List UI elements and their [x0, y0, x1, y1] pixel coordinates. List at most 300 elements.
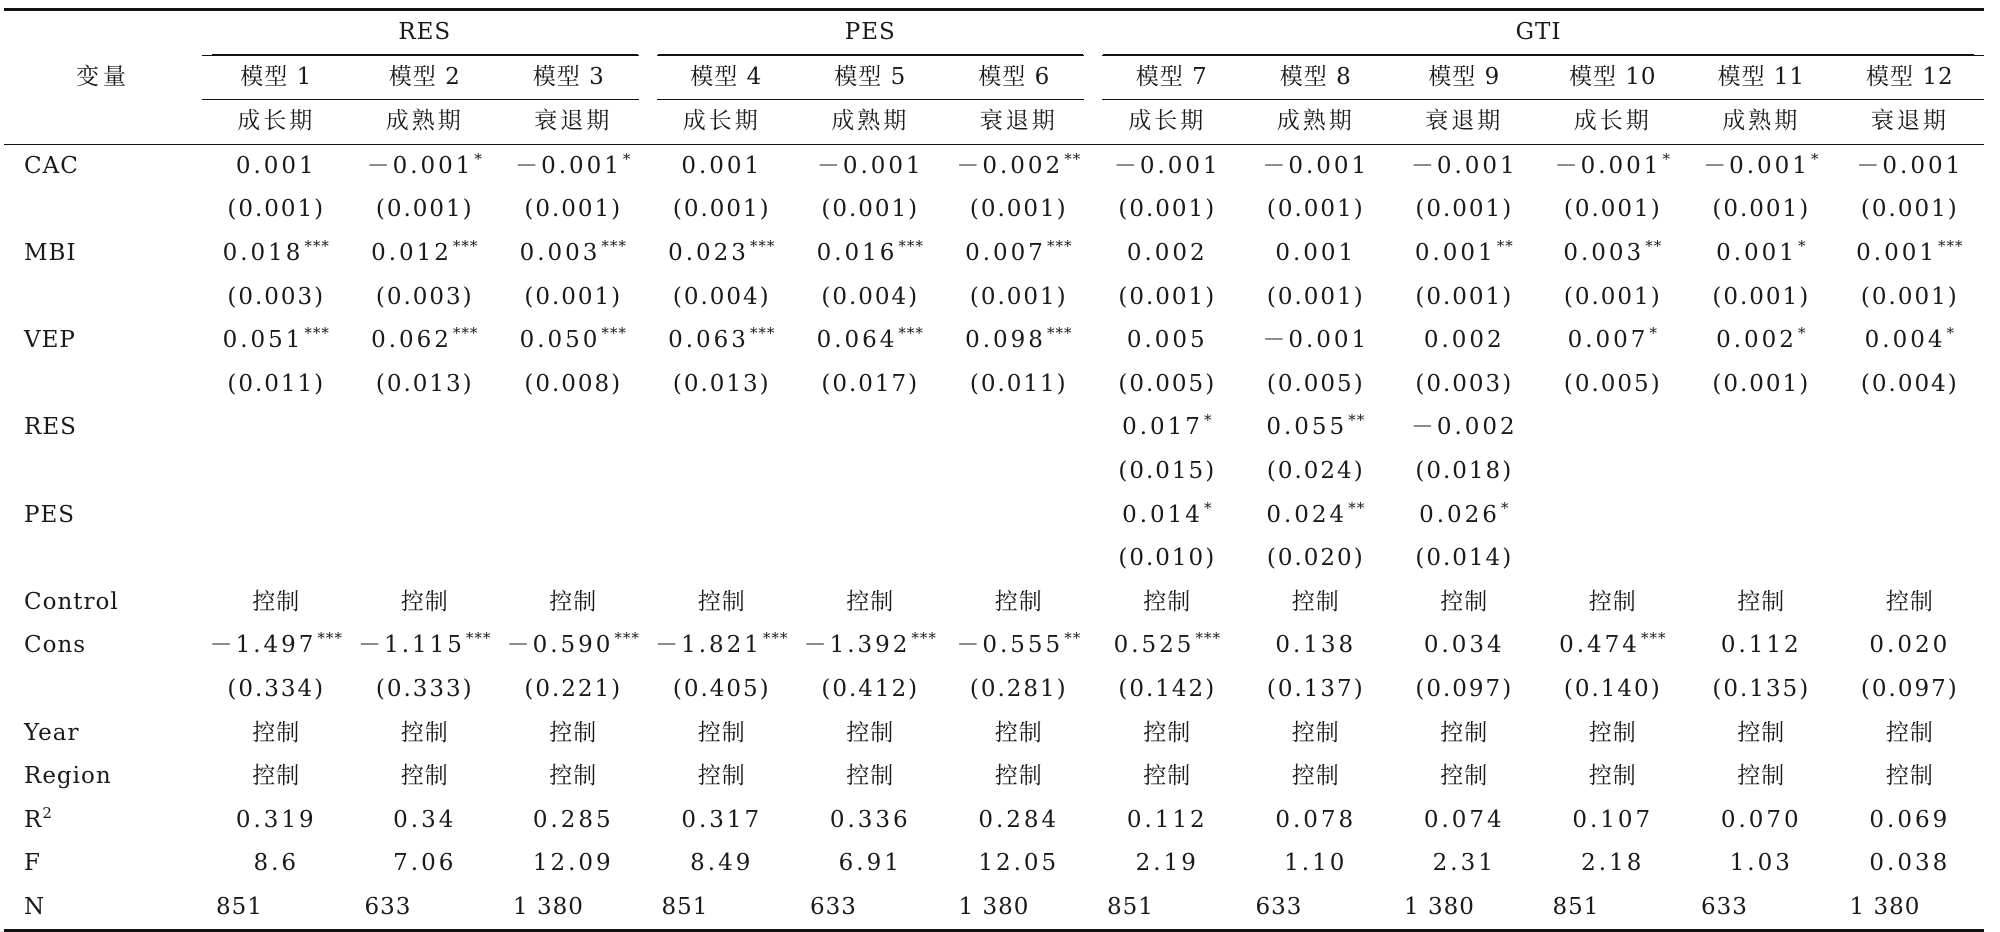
std-error-cell: (0.142): [1118, 675, 1217, 702]
row-label-text: N: [24, 893, 46, 920]
model-label: 模型 11: [1717, 63, 1806, 90]
std-error-cell: (0.013): [375, 370, 474, 397]
coef-value: 0.003: [519, 239, 601, 266]
value-cell: 控制: [252, 719, 301, 746]
coef-cell: [945, 319, 1094, 363]
group-label: GTI: [1515, 19, 1562, 45]
value-cell: 控制: [1588, 763, 1637, 790]
std-error-cell: (0.008): [524, 370, 623, 397]
significance-stars: *: [1797, 236, 1807, 255]
std-error-cell: (0.001): [375, 196, 474, 223]
value-cell: 633: [1687, 886, 1836, 931]
value-cell: 控制: [846, 763, 895, 790]
group-label: PES: [844, 19, 896, 45]
significance-stars: ***: [1640, 629, 1667, 648]
model-label: 模型 1: [240, 63, 313, 90]
coef-cell: [1687, 319, 1836, 363]
value-cell: 0.319: [235, 806, 317, 833]
coef-value: －0.001: [1262, 152, 1370, 179]
value-cell: 控制: [400, 588, 449, 615]
std-error-cell: (0.001): [1266, 283, 1365, 310]
significance-stars: ***: [1937, 236, 1964, 255]
std-error-cell: [648, 537, 797, 581]
value-cell: 0.112: [1126, 806, 1208, 833]
coef-cell: [945, 494, 1094, 538]
table-row: [4, 232, 1984, 276]
value-cell: 1 380: [499, 886, 648, 931]
model-header: [499, 55, 648, 100]
std-error-cell: [945, 537, 1094, 581]
value-cell: 0.285: [532, 806, 614, 833]
coef-value: 0.005: [1126, 327, 1208, 354]
std-error-cell: (0.010): [1118, 545, 1217, 572]
significance-stars: *: [1810, 149, 1820, 168]
coef-value: 0.014: [1122, 501, 1203, 528]
std-error-cell: [796, 537, 945, 581]
table-row: [4, 537, 1984, 581]
coef-cell: [499, 406, 648, 450]
coef-cell: [1539, 232, 1688, 276]
row-label-empty: [4, 188, 202, 232]
significance-stars: *: [1203, 498, 1213, 517]
std-error-cell: (0.005): [1266, 370, 1365, 397]
value-cell: 633: [796, 886, 945, 931]
row-label-f: [4, 842, 202, 886]
std-error-cell: (0.004): [672, 283, 771, 310]
coef-cell: [1242, 232, 1391, 276]
value-cell: 控制: [1143, 763, 1192, 790]
model-header: [1390, 55, 1539, 100]
row-label-text: VEP: [24, 327, 76, 354]
significance-stars: *: [1662, 149, 1671, 168]
row-label-cons: [4, 624, 202, 668]
header-row-models: [4, 55, 1984, 100]
value-cell: 控制: [1885, 588, 1934, 615]
significance-stars: ***: [465, 629, 492, 648]
row-label-pes: [4, 494, 202, 538]
value-cell: 0.074: [1423, 806, 1505, 833]
std-error-cell: (0.405): [672, 675, 771, 702]
table-row: [4, 624, 1984, 668]
value-cell: 控制: [994, 763, 1043, 790]
row-label-empty: [4, 668, 202, 712]
coef-value: －0.002: [1410, 414, 1518, 441]
value-cell: 633: [1242, 886, 1391, 931]
coef-value: 0.474: [1559, 632, 1640, 659]
coef-value: 0.002: [1126, 239, 1208, 266]
coef-cell: [1836, 232, 1985, 276]
value-cell: 1 380: [1836, 886, 1985, 931]
value-cell: 0.069: [1869, 806, 1951, 833]
coef-cell: [796, 494, 945, 538]
significance-stars: ***: [749, 236, 776, 255]
coef-cell: [1093, 624, 1242, 668]
significance-stars: **: [1348, 411, 1366, 430]
value-cell: 控制: [252, 588, 301, 615]
coef-cell: [945, 144, 1094, 188]
coef-value: －1.497: [209, 632, 317, 659]
significance-stars: ***: [911, 629, 937, 648]
table-row: [4, 188, 1984, 232]
std-error-cell: (0.097): [1415, 675, 1514, 702]
table-row: [4, 755, 1984, 799]
significance-stars: ***: [898, 236, 924, 255]
row-label-text: R: [24, 806, 43, 833]
value-cell: 控制: [697, 588, 746, 615]
std-error-cell: (0.001): [1860, 196, 1959, 223]
std-error-cell: (0.001): [1118, 283, 1217, 310]
table-row: [4, 319, 1984, 363]
significance-stars: ***: [898, 324, 924, 343]
coef-cell: [351, 319, 500, 363]
table-body: [4, 144, 1984, 931]
coef-cell: [1687, 232, 1836, 276]
coef-cell: [1539, 406, 1688, 450]
coef-cell: [648, 319, 797, 363]
row-label-text: RES: [24, 414, 77, 441]
value-cell: 控制: [1440, 763, 1489, 790]
std-error-cell: [1539, 537, 1688, 581]
coef-value: 0.002: [1716, 327, 1797, 354]
row-label-cac: [4, 144, 202, 188]
coef-value: －1.115: [358, 632, 465, 659]
table-row: [4, 886, 1984, 931]
coef-cell: [648, 144, 797, 188]
model-label: 模型 12: [1866, 63, 1954, 90]
value-cell: 控制: [1885, 719, 1934, 746]
coef-value: 0.002: [1423, 327, 1505, 354]
coef-cell: [796, 624, 945, 668]
std-error-cell: [351, 537, 500, 581]
coef-cell: [202, 494, 351, 538]
coef-value: 0.023: [668, 239, 749, 266]
coef-value: 0.064: [816, 327, 898, 354]
significance-stars: *: [622, 149, 632, 168]
significance-stars: **: [1348, 498, 1366, 517]
row-label-res: [4, 406, 202, 450]
model-label: 模型 2: [388, 63, 461, 90]
coef-value: 0.001: [1275, 239, 1357, 266]
model-label: 模型 3: [532, 63, 605, 90]
value-cell: 0.336: [829, 806, 911, 833]
value-cell: 633: [351, 886, 500, 931]
std-error-cell: (0.014): [1415, 545, 1514, 572]
coef-value: 0.063: [668, 327, 749, 354]
std-error-cell: [1836, 450, 1985, 494]
coef-value: －0.555: [956, 632, 1064, 659]
value-cell: 控制: [1737, 763, 1786, 790]
std-error-cell: [202, 537, 351, 581]
coef-cell: [1687, 494, 1836, 538]
model-label: 模型 7: [1135, 63, 1208, 90]
std-error-cell: (0.001): [524, 283, 623, 310]
model-header: [648, 55, 797, 100]
stage-header: 成熟期: [1242, 100, 1391, 145]
value-cell: 8.49: [690, 850, 754, 877]
value-cell: 0.078: [1275, 806, 1357, 833]
model-header: [202, 55, 351, 100]
coef-cell: [1390, 319, 1539, 363]
coef-value: 0.018: [222, 239, 304, 266]
std-error-cell: (0.137): [1266, 675, 1365, 702]
coef-cell: [1093, 319, 1242, 363]
row-label-superscript: 2: [42, 803, 53, 822]
coef-value: 0.003: [1563, 239, 1645, 266]
coef-cell: [945, 624, 1094, 668]
regression-table: [4, 8, 1984, 932]
table-row: [4, 406, 1984, 450]
value-cell: 1 380: [945, 886, 1094, 931]
coef-value: 0.034: [1423, 632, 1505, 659]
row-label-vep: [4, 319, 202, 363]
model-header: [1093, 55, 1242, 100]
coef-cell: [796, 144, 945, 188]
coef-cell: [1687, 406, 1836, 450]
row-label-control: [4, 581, 202, 625]
value-cell: 控制: [1440, 588, 1489, 615]
coef-cell: [499, 624, 648, 668]
value-cell: 控制: [994, 588, 1043, 615]
row-label-empty: [4, 537, 202, 581]
table-row: [4, 799, 1984, 843]
value-cell: 控制: [1143, 588, 1192, 615]
coef-cell: [202, 319, 351, 363]
coef-cell: [1390, 144, 1539, 188]
value-cell: 控制: [994, 719, 1043, 746]
std-error-cell: [796, 450, 945, 494]
std-error-cell: (0.020): [1266, 545, 1365, 572]
significance-stars: ***: [1046, 236, 1073, 255]
coef-value: －0.001: [1410, 152, 1518, 179]
coef-value: －1.821: [655, 632, 762, 659]
coef-cell: [202, 144, 351, 188]
coef-value: 0.004: [1864, 327, 1946, 354]
row-label-text: Cons: [24, 632, 87, 659]
coef-cell: [1836, 624, 1985, 668]
significance-stars: ***: [1195, 629, 1221, 648]
coef-cell: [1539, 144, 1688, 188]
value-cell: 851: [1093, 886, 1242, 931]
coef-cell: [796, 406, 945, 450]
value-cell: 控制: [549, 719, 598, 746]
coef-value: 0.024: [1266, 501, 1348, 528]
group-header-pes: [648, 10, 1094, 56]
coef-value: 0.001: [235, 152, 317, 179]
std-error-cell: (0.001): [1712, 196, 1811, 223]
std-error-cell: (0.017): [821, 370, 920, 397]
coef-cell: [1242, 494, 1391, 538]
coef-cell: [945, 232, 1094, 276]
significance-stars: **: [1496, 236, 1514, 255]
value-cell: 控制: [1588, 719, 1637, 746]
coef-value: －0.001: [1262, 327, 1370, 354]
row-label-r2: [4, 799, 202, 843]
std-error-cell: (0.140): [1563, 675, 1662, 702]
std-error-cell: (0.001): [227, 196, 326, 223]
coef-cell: [1539, 494, 1688, 538]
coef-cell: [202, 624, 351, 668]
std-error-cell: (0.001): [969, 196, 1068, 223]
coef-cell: [648, 624, 797, 668]
coef-cell: [945, 406, 1094, 450]
table-row: [4, 363, 1984, 407]
coef-cell: [1390, 406, 1539, 450]
coef-value: 0.050: [519, 327, 601, 354]
value-cell: 0.070: [1720, 806, 1802, 833]
value-cell: 控制: [697, 763, 746, 790]
coef-value: －1.392: [803, 632, 911, 659]
coef-cell: [1242, 624, 1391, 668]
value-cell: 1 380: [1390, 886, 1539, 931]
std-error-cell: (0.001): [672, 196, 771, 223]
row-label-text: CAC: [24, 152, 79, 179]
model-header: [1242, 55, 1391, 100]
significance-stars: **: [1064, 149, 1082, 168]
value-cell: 控制: [549, 588, 598, 615]
coef-cell: [351, 406, 500, 450]
significance-stars: ***: [317, 629, 343, 648]
std-error-cell: (0.001): [969, 283, 1068, 310]
significance-stars: ***: [304, 324, 330, 343]
stage-header: 成熟期: [351, 100, 500, 145]
table-row: [4, 276, 1984, 320]
value-cell: 2.31: [1432, 850, 1496, 877]
coef-cell: [1093, 144, 1242, 188]
row-label-empty: [4, 363, 202, 407]
std-error-cell: [1687, 537, 1836, 581]
std-error-cell: (0.001): [1563, 283, 1662, 310]
coef-cell: [499, 494, 648, 538]
model-header: [1539, 55, 1688, 100]
significance-stars: ***: [749, 324, 776, 343]
row-label-empty: [4, 276, 202, 320]
value-cell: 851: [202, 886, 351, 931]
coef-value: 0.098: [965, 327, 1046, 354]
coef-cell: [1836, 144, 1985, 188]
coef-cell: [1093, 232, 1242, 276]
std-error-cell: (0.001): [1860, 283, 1959, 310]
coef-value: 0.138: [1275, 632, 1357, 659]
stage-header: 成熟期: [796, 100, 945, 145]
coef-value: 0.001: [1414, 239, 1496, 266]
stage-header: 衰退期: [1836, 100, 1985, 145]
value-cell: 851: [648, 886, 797, 931]
significance-stars: ***: [614, 629, 640, 648]
coef-value: 0.007: [1567, 327, 1649, 354]
coef-cell: [351, 144, 500, 188]
stage-header: 成长期: [1539, 100, 1688, 145]
value-cell: 控制: [1737, 719, 1786, 746]
coef-cell: [648, 232, 797, 276]
coef-cell: [1836, 319, 1985, 363]
value-cell: 0.107: [1572, 806, 1654, 833]
std-error-cell: (0.001): [1118, 196, 1217, 223]
coef-value: 0.016: [816, 239, 898, 266]
value-cell: 8.6: [253, 850, 300, 877]
coef-value: －0.001: [816, 152, 924, 179]
coef-cell: [1687, 144, 1836, 188]
coef-value: 0.020: [1869, 632, 1951, 659]
coef-cell: [1836, 406, 1985, 450]
coef-cell: [1390, 232, 1539, 276]
std-error-cell: [648, 450, 797, 494]
coef-value: 0.525: [1113, 632, 1195, 659]
stage-header: 成长期: [648, 100, 797, 145]
coef-value: 0.007: [965, 239, 1046, 266]
value-cell: 12.09: [532, 850, 614, 877]
model-label: 模型 10: [1568, 63, 1657, 90]
std-error-cell: (0.001): [1415, 196, 1514, 223]
std-error-cell: (0.001): [1266, 196, 1365, 223]
std-error-cell: (0.135): [1712, 675, 1811, 702]
coef-value: 0.112: [1720, 632, 1802, 659]
significance-stars: *: [1203, 411, 1213, 430]
table-row: [4, 494, 1984, 538]
variable-header: 变量: [4, 10, 202, 145]
stage-header: 成长期: [202, 100, 351, 145]
model-header: [1687, 55, 1836, 100]
value-cell: 0.34: [393, 806, 457, 833]
model-header: [945, 55, 1094, 100]
coef-cell: [351, 494, 500, 538]
model-header: [796, 55, 945, 100]
value-cell: 控制: [1143, 719, 1192, 746]
std-error-cell: [1836, 537, 1985, 581]
significance-stars: ***: [601, 236, 627, 255]
value-cell: 控制: [1291, 588, 1340, 615]
coef-cell: [648, 406, 797, 450]
coef-value: 0.051: [222, 327, 304, 354]
value-cell: 控制: [846, 719, 895, 746]
coef-value: －0.001: [366, 152, 474, 179]
value-cell: 控制: [697, 719, 746, 746]
row-label-text: F: [24, 850, 41, 877]
row-label-text: PES: [24, 501, 76, 528]
coef-value: －0.001: [1703, 152, 1810, 179]
value-cell: 6.91: [838, 850, 902, 877]
coef-cell: [1390, 494, 1539, 538]
coef-cell: [1093, 406, 1242, 450]
stage-header: 成长期: [1093, 100, 1242, 145]
model-label: 模型 6: [978, 63, 1051, 90]
coef-value: 0.001: [681, 152, 763, 179]
value-cell: 851: [1539, 886, 1688, 931]
model-label: 模型 8: [1279, 63, 1352, 90]
significance-stars: *: [1500, 498, 1510, 517]
std-error-cell: (0.334): [227, 675, 326, 702]
table-row: [4, 581, 1984, 625]
row-label-empty: [4, 450, 202, 494]
coef-cell: [796, 232, 945, 276]
significance-stars: **: [1645, 236, 1663, 255]
std-error-cell: (0.015): [1118, 457, 1217, 484]
value-cell: 控制: [1885, 763, 1934, 790]
model-label: 模型 9: [1428, 63, 1501, 90]
table-row: [4, 668, 1984, 712]
group-header-res: [202, 10, 648, 56]
group-label: RES: [398, 19, 452, 45]
value-cell: 控制: [1737, 588, 1786, 615]
table-row: [4, 450, 1984, 494]
row-label-text: MBI: [24, 239, 77, 266]
coef-value: －0.001: [1856, 152, 1964, 179]
coef-cell: [351, 624, 500, 668]
value-cell: 控制: [400, 719, 449, 746]
value-cell: 0.284: [978, 806, 1060, 833]
std-error-cell: (0.412): [821, 675, 920, 702]
std-error-cell: (0.011): [969, 370, 1068, 397]
coef-cell: [202, 406, 351, 450]
